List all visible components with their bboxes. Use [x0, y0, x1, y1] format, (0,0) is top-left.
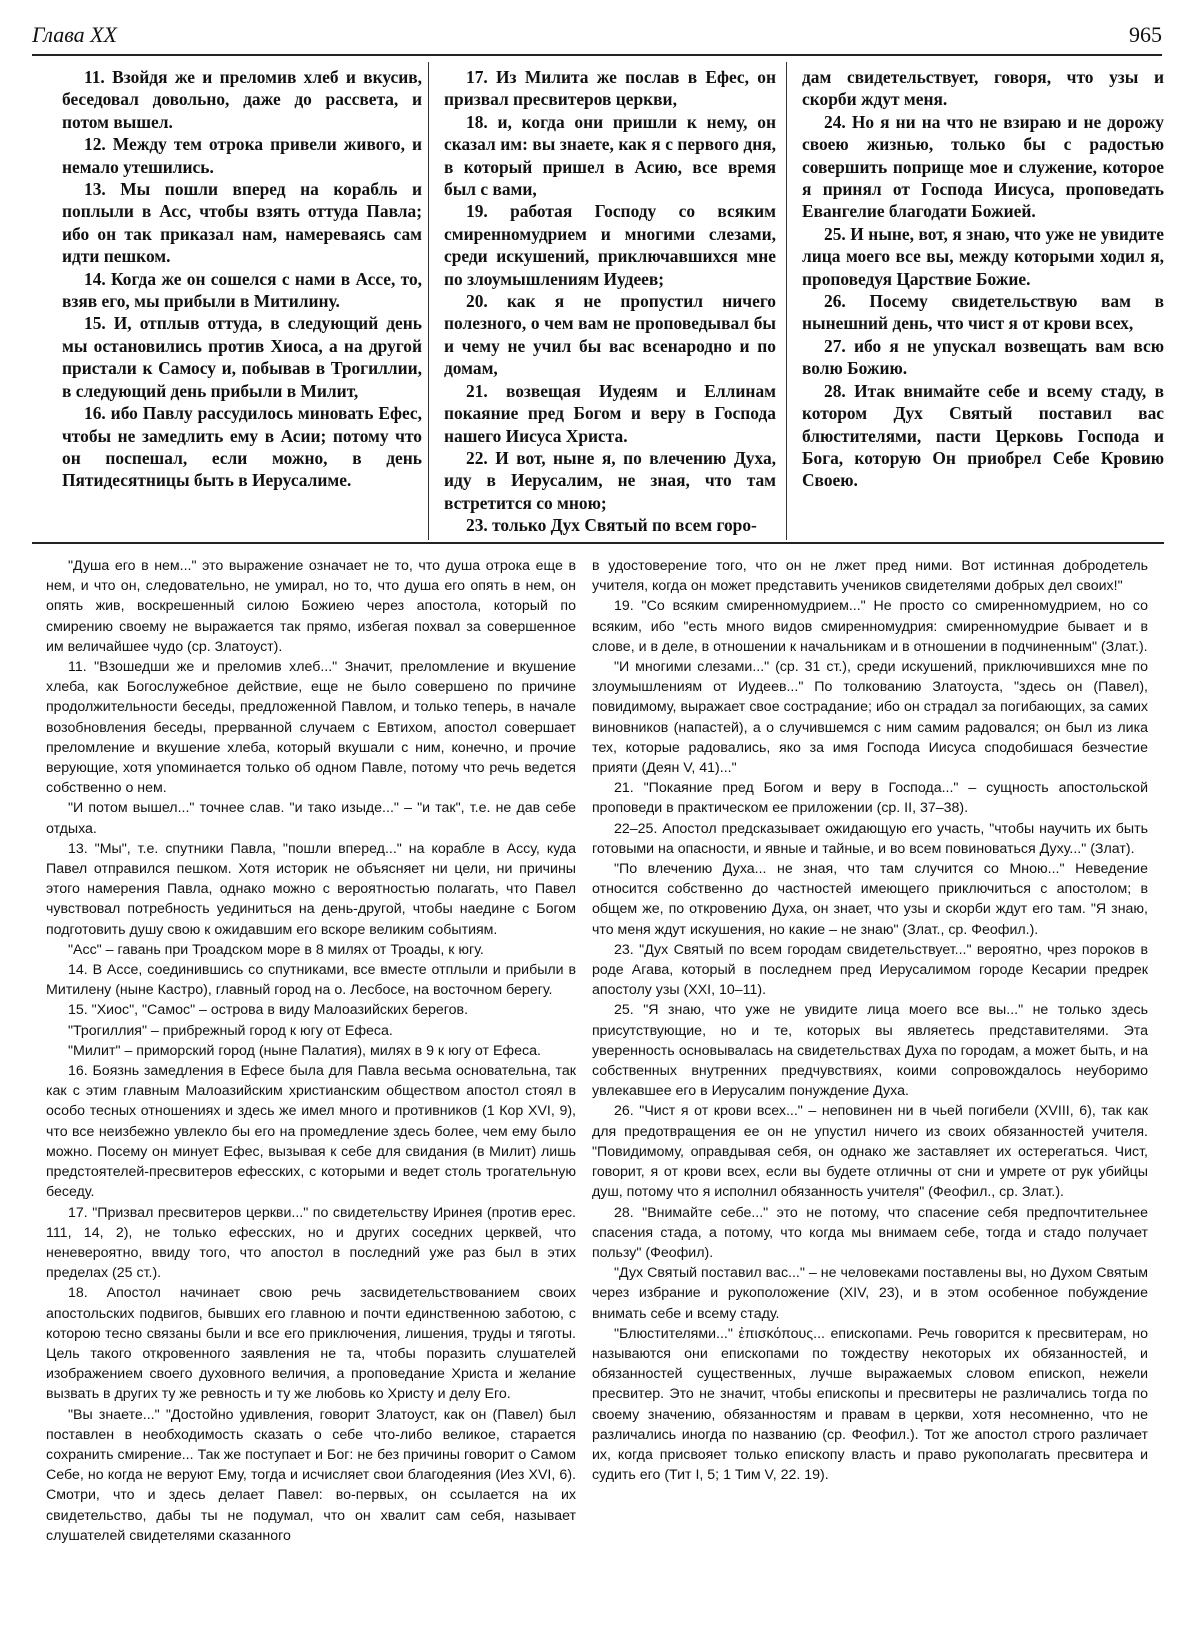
commentary-paragraph: 28. "Внимайте себе..." это не потому, что спасение себя предпочтительнее спасения стада, а потому, что когда мы внимаем себе, тогда и стадо получает пользу" (Феофил). [592, 1204, 1148, 1261]
scripture-column-1 [62, 66, 422, 492]
verse: 23. только Дух Святый по всем горо- [466, 515, 757, 536]
scripture-block [32, 62, 1164, 544]
chapter-title: Глава XX [32, 22, 117, 47]
commentary-paragraph: "Вы знаете..." "Достойно удивления, говорит Златоуст, как он (Павел) был поставлен в необходимость сказать о себе что-либо великое, старается сохранить смирение... Так же поступает и Бог: не без причины говорит о Самом Себе, но когда не веруют Ему, тогда и исчисляет свои благодеяния (Иез XVI, 6). Смотри, что и здесь делает Павел: во-первых, он ссылается на их свидетельство, дабы ты не подумал, что он хвалит сам себя, называет слушателей свидетелями сказанного [46, 1406, 576, 1544]
commentary-paragraph: 26. "Чист я от крови всех..." – неповинен ни в чьей погибели (XVIII, 6), так как для предотвращения ее он не упустил ничего из своих обязанностей учителя. "Повидимому, оправдывая себя, он однако же заставляет их остерегаться. Чист, говорит, я от крови всех, если вы будете отличны от сни и умрете от рук убийцы душ, потому что я исполнил обязанность учителя" (Феофил., ср. Злат.). [592, 1103, 1148, 1201]
verse: 19. работая Господу со всяким смиренномудрием и многими слезами, среди искушений, приключавшихся мне по злоумышлениям Иудеев; [444, 201, 776, 289]
commentary-paragraph: 11. "Взошедши же и преломив хлеб..." Значит, преломление и вкушение хлеба, как Богослужебное действие, еще не было совершено по причине продолжительности беседы, предложенной Павлом, и только теперь, в начале возобновления беседы, прерванной случаем с Евтихом, апостол совершает преломление и вкушение хлеба, который вкушали с ним, конечно, и прочие верующие, хотя упоминается только об одном Павле, потому что речь ведется собственно о нем. [46, 659, 576, 797]
commentary-paragraph: 25. "Я знаю, что уже не увидите лица моего все вы..." не только здесь присутствующие, но и те, которых вы являетесь представителями. Эта уверенность основывалась на свидетельствах Духа по городам, а может быть, и на собственных внутренних предчувствиях, коими сопровождалось неуборимо увлекавшее его в Иерусалим понуждение Духа. [592, 1002, 1148, 1100]
commentary-paragraph: 15. "Хиос", "Самос" – острова в виду Малоазийских берегов. [68, 1002, 469, 1019]
scripture-column-2 [444, 66, 776, 537]
commentary-continuation: в удостоверение того, что он не лжет пред ними. Вот истинная добродетель учителя, когда он может представить учеников свидетелями добрых дел своих!" [592, 558, 1148, 595]
scripture-column-3 [802, 66, 1164, 492]
verse: 16. ибо Павлу рассудилось миновать Ефес, чтобы не замедлить ему в Асии; потому что он поспешал, если можно, в день Пятидесятницы быть в Иерусалиме. [62, 403, 422, 491]
commentary-paragraph: "Асс" – гавань при Троадском море в 8 милях от Троады, к югу. [68, 941, 484, 958]
verse: 26. Посему свидетельствую вам в нынешний день, что чист я от крови всех, [802, 291, 1164, 334]
commentary-paragraph: 16. Боязнь замедления в Ефесе была для Павла весьма основательна, так как с этим главным Малоазийским христианским обществом апостол стоял в особо тесных отношениях и здесь же имел много и противников (1 Кор XVI, 9), что все неизбежно увлекло бы его на промедление здесь более, чем ему было можно. Посему он минует Ефес, вызывая к себе для свидания (в Милит) лишь предстоятелей-пресвитеров ефесских, с которыми и ведет столь трогательную беседу. [46, 1063, 576, 1201]
verse: 18. и, когда они пришли к нему, он сказал им: вы знаете, как я с первого дня, в который пришел в Асию, все время был с вами, [444, 111, 776, 200]
commentary-paragraph: "Блюстителями..." ἐπισκόπους... епископами. Речь говорится к пресвитерам, но называются они епископами по тождеству некоторых их обязанностей, и обязанностей существенных, лучше выражаемых словом епископ, нежели пресвитер. Это не значит, чтобы епископы и пресвитеры не различались тогда по своему значению, обязанностям и правам в церкви, хотя несомненно, что не различались иногда по названию (ср. Феофил.). Тот же апостол строго различает их, когда присвояет только епископу власть и право рукополагать пресвитера и судить его (Тит I, 5; 1 Тим V, 22. 19). [592, 1325, 1148, 1484]
commentary-paragraph: "Трогиллия" – прибрежный город к югу от Ефеса. [68, 1022, 393, 1039]
column-divider [786, 62, 787, 540]
verse: 14. Когда же он сошелся с нами в Ассе, то, взяв его, мы прибыли в Митилину. [62, 268, 422, 312]
page-number: 965 [1129, 22, 1162, 47]
commentary-paragraph: "По влечению Духа... не зная, что там случится со Мною..." Неведение относится собственно до частностей имеющего приключиться с апостолом; в общем же, по откровению Духа, он знает, что узы и скорби ждут его там. "Я знаю, что меня ждут искушения, но какие – не знаю" (Злат., ср. Феофил.). [592, 861, 1148, 938]
verse: 27. ибо я не упускал возвещать вам всю волю Божию. [802, 335, 1164, 379]
commentary-paragraph: "И потом вышел..." точнее слав. "и тако изыде..." – "и так", т.е. не дав себе отдыха. [46, 800, 576, 837]
verse: 17. Из Милита же послав в Ефес, он призвал пресвитеров церкви, [444, 67, 776, 110]
commentary-paragraph: 18. Апостол начинает свою речь засвидетельствованием своих апостольских подвигов, бывших его главною и почти единственною заботою, с которою тесно связаны были и все его приключения, лишения, труды и тяготы. Цель такого откровенного заявления не та, чтобы поразить слушателей изображением своего духовного величия, а проповедание Христа и желание вызвать в других ту же ревность и ту же любовь ко Христу и делу Его. [46, 1285, 576, 1403]
commentary-paragraph: "И многими слезами..." (ср. 31 ст.), среди искушений, приключившихся мне по злоумышлениям от Иудеев..." По толкованию Златоуста, "здесь он (Павел), повидимому, выражает свое сострадание; ибо он страдал за погибающих, за самих виновников (напастей), а о случившемся с ним самим радовался; он был из лика тех, которые радовались, яко за имя Господа Иисуса сподобишася безчестие прияти (Деян V, 41)..." [592, 659, 1148, 777]
column-divider [428, 62, 429, 540]
commentary-paragraph: "Милит" – приморский город (ныне Палатия), милях в 9 к югу от Ефеса. [68, 1042, 541, 1059]
verse: 28. Итак внимайте себе и всему стаду, в котором Дух Святый поставил вас блюстителями, пасти Церковь Господа и Бога, которую Он приобрел Себе Кровию Своею. [802, 380, 1164, 491]
commentary-paragraph: 19. "Со всяким смиренномудрием..." Не просто со смиренномудрием, но со всяким, ибо "есть много видов смиренномудрия: смиренномудрие бывает и в слове, и в деле, в отношении к начальникам и в отношении в подчиненным" (Злат.). [592, 598, 1148, 655]
commentary-paragraph: "Душа его в нем..." это выражение означает не то, что душа отрока еще в нем, и что он, следовательно, не умирал, но то, что душа его опять в нем, он опять жив, воскрешенный силою Божиею через апостола, который по смирению своему не выражается так прямо, избегая похвал за совершенное им величайшее чудо (ср. Златоуст). [46, 558, 576, 655]
verse: 12. Между тем отрока привели живого, и немало утешились. [62, 134, 422, 177]
commentary-paragraph: 21. "Покаяние пред Богом и веру в Господа..." – сущность апостольской проповеди в практическом ее приложении (ср. II, 37–38). [592, 780, 1148, 817]
verse: 25. И ныне, вот, я знаю, что уже не увидите лица моего все вы, между которыми ходил я, проповедуя Царствие Божие. [802, 223, 1164, 289]
verse: 22. И вот, ныне я, по влечению Духа, иду в Иерусалим, не зная, что там встретится со мною; [444, 447, 776, 513]
commentary-paragraph: "Дух Святый поставил вас..." – не человеками поставлены вы, но Духом Святым через избрание и рукоположение (XIV, 23), и в этом особенное побуждение внимать себе и всему стаду. [592, 1265, 1148, 1322]
commentary-paragraph: 22–25. Апостол предсказывает ожидающую его участь, "чтобы научить их быть готовыми на опасности, и явные и тайные, и во всем повиноваться Духу..." (Злат). [592, 820, 1148, 857]
commentary-column-2 [592, 556, 1148, 1485]
commentary-paragraph: 14. В Ассе, соединившись со спутниками, все вместе отплыли и прибыли в Митилену (ныне Кастро), главный город на о. Лесбосе, на восточном берегу. [46, 962, 576, 999]
verse: 20. как я не пропустил ничего полезного, о чем вам не проповедывал бы и чему не учил бы вас всенародно и по домам, [444, 291, 776, 379]
commentary-paragraph: 17. "Призвал пресвитеров церкви..." по свидетельству Иринея (против ерес. 111, 14, 2), не только ефесских, но и других соседних церквей, что неневероятно, ввиду того, что апостол в последний уже раз был в этих пределах (25 ст.). [46, 1204, 576, 1282]
verse: 15. И, отплыв оттуда, в следующий день мы остановились против Хиоса, а на другой пристали к Самосу и, побывав в Трогиллии, в следующий день прибыли в Милит, [62, 313, 422, 401]
commentary-paragraph: 23. "Дух Святый по всем городам свидетельствует..." вероятно, чрез пороков в роде Агава, который в последнем пред Иерусалимом городе Кесарии предрек апостолу узы (XXI, 10–11). [592, 941, 1148, 999]
verse-continuation: дам свидетельствует, говоря, что узы и скорби ждут меня. [802, 67, 1164, 110]
verse: 13. Мы пошли вперед на корабль и поплыли в Асс, чтобы взять оттуда Павла; ибо он так приказал нам, намереваясь сам идти пешком. [62, 179, 422, 267]
verse: 11. Взойдя же и преломив хлеб и вкусив, беседовал довольно, даже до рассвета, и потом вышел. [62, 67, 422, 132]
page-header [32, 20, 1162, 56]
commentary-column-1 [46, 556, 576, 1546]
commentary-paragraph: 13. "Мы", т.е. спутники Павла, "пошли вперед..." на корабле в Ассу, куда Павел отправился пешком. Хотя историк не объясняет ни цели, ни причины этого намерения Павла, однако можно с вероятностью полагать, что Павел чувствовал потребность уединиться на день-другой, чтобы наедине с Богом подготовить душу свою к ожидавшим его вскоре великим событиям. [46, 840, 576, 938]
verse: 24. Но я ни на что не взираю и не дорожу своею жизнью, только бы с радостью совершить поприще мое и служение, которое я принял от Господа Иисуса, проповедать Евангелие благодати Божией. [802, 111, 1164, 222]
verse: 21. возвещая Иудеям и Еллинам покаяние пред Богом и веру в Господа нашего Иисуса Христа. [444, 380, 776, 446]
